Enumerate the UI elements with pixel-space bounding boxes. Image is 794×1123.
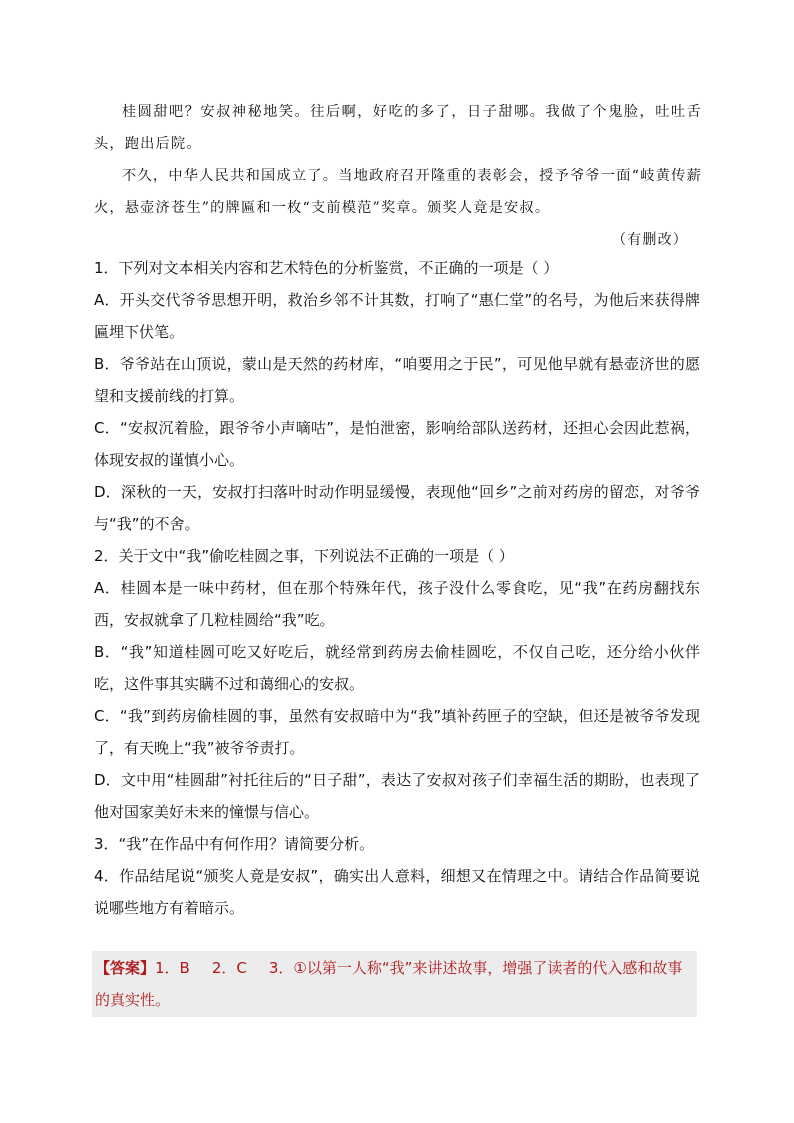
question-2-option-a: A．桂圆本是一味中药材，但在那个特殊年代，孩子没什么零食吃，见“我”在药房翻找东西，安叔就拿了几粒桂圆给“我”吃。: [94, 579, 700, 629]
question-2-option-b: B．“我”知道桂圆可吃又好吃后，就经常到药房去偷桂圆吃，不仅自己吃，还分给小伙伴吃，这件事其实瞒不过和蔼细心的安叔。: [94, 643, 700, 693]
question-3: 3．“我”在作品中有何作用？请简要分析。: [94, 835, 375, 853]
answer-box: [92, 951, 697, 1017]
question-1-stem: 1．下列对文本相关内容和艺术特色的分析鉴赏，不正确的一项是（ ）: [94, 259, 559, 277]
question-1-option-a: A．开头交代爷爷思想开明，救治乡邻不计其数，打响了“惠仁堂”的名号，为他后来获得牌匾埋下伏笔。: [94, 291, 700, 341]
answer-3: 3．①以第一人称“我”来讲述故事，增强了读者的代入感和故事的真实性。: [95, 959, 683, 1009]
passage-paragraph: 不久，中华人民共和国成立了。当地政府召开隆重的表彰会，授予爷爷一面“岐黄传薪火，悬壶济苍生”的牌匾和一枚“支前模范”奖章。颁奖人竟是安叔。: [94, 168, 702, 216]
passage-paragraph: 桂圆甜吧？安叔神秘地笑。往后啊，好吃的多了，日子甜哪。我做了个鬼脸，吐吐舌头，跑出后院。: [94, 104, 702, 152]
question-1-option-b: B．爷爷站在山顶说，蒙山是天然的药材库，“咱要用之于民”，可见他早就有悬壶济世的愿望和支援前线的打算。: [94, 355, 700, 405]
reading-passage: [94, 96, 702, 256]
answer-1: 1．B: [155, 959, 190, 977]
answer-tag: 【答案】: [95, 959, 156, 977]
question-2-stem: 2．关于文中“我”偷吃桂圆之事，下列说法不正确的一项是（ ）: [94, 547, 514, 565]
answer-2: 2．C: [211, 959, 247, 977]
question-4: 4．作品结尾说“颁奖人竟是安叔”，确实出人意料，细想又在情理之中。请结合作品简要说说哪些地方有着暗示。: [94, 867, 700, 917]
question-1-option-d: D．深秋的一天，安叔打扫落叶时动作明显缓慢，表现他“回乡”之前对药房的留恋，对爷爷与“我”的不舍。: [94, 483, 700, 533]
source-note: （有删改）: [612, 232, 688, 248]
questions-section: [94, 252, 700, 924]
question-2-option-d: D．文中用“桂圆甜”衬托往后的“日子甜”，表达了安叔对孩子们幸福生活的期盼，也表现了他对国家美好未来的憧憬与信心。: [94, 771, 700, 821]
question-2-option-c: C．“我”到药房偷桂圆的事，虽然有安叔暗中为“我”填补药匣子的空缺，但还是被爷爷发现了，有天晚上“我”被爷爷责打。: [94, 707, 700, 757]
question-1-option-c: C．“安叔沉着脸，跟爷爷小声嘀咕”，是怕泄密，影响给部队送药材，还担心会因此惹祸，体现安叔的谨慎小心。: [94, 419, 700, 469]
